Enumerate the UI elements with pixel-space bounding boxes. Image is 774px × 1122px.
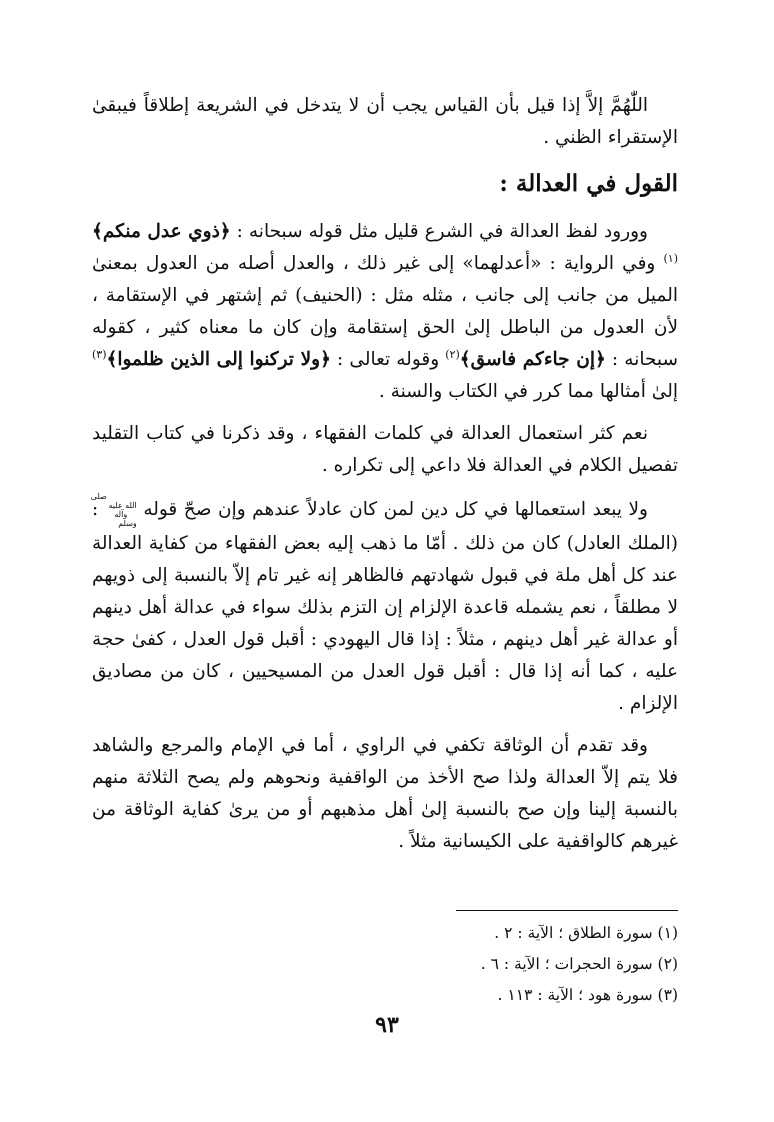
footnote-ref-2: (٢) <box>445 347 460 361</box>
quran-quote-2: ﴿إن جاءكم فاسق﴾ <box>459 349 606 370</box>
p4-text-1: ولا يبعد استعمالها في كل دين لمن كان عادلاً عندهم وإن صحّ قوله <box>136 499 648 520</box>
paragraph-1: اللّٰهُمَّ إلاَّ إذا قيل بأن القياس يجب أن لا يتدخل في الشريعة إطلاقاً فيبقىٰ الإستقراء الظني . <box>92 95 678 148</box>
footnote-2: (٢) سورة الحجرات ؛ الآية : ٦ . <box>480 955 678 973</box>
p2-text-4: إلىٰ أمثالها مما كرر في الكتاب والسنة . <box>378 381 678 402</box>
paragraph-4 <box>92 492 678 720</box>
p4-text-2: : (الملك العادل) كان من ذلك . أمّا ما ذهب إليه بعض الفقهاء من كفاية العدالة عند كل أهل ملة في قبول شهادتهم فالظاهر إنه غير تام إلاّ بالنسبة إلى ذويهم لا مطلقاً ، نعم يشمله قاعدة الإلزام إن التزم بذلك سواء في عدالة أهل دينهم أو عدالة غير أهل دينهم ، مثلاً : إذا قال اليهودي : أقبل قول العدل ، كفىٰ حجة عليه ، كما أنه إذا قال : أقبل قول العدل من المسيحيين ، كان من مصاديق الإلزام . <box>92 499 678 714</box>
paragraph-3: نعم كثر استعمال العدالة في كلمات الفقهاء ، وقد ذكرنا في كتاب التقليد تفصيل الكلام في العدالة فلا داعي إلى تكراره . <box>92 423 678 476</box>
footnote-1: (١) سورة الطلاق ؛ الآية : ٢ . <box>494 924 678 942</box>
salawat-top: صلى الله عليه <box>90 492 137 510</box>
body-text <box>92 90 678 868</box>
footnote-ref-3: (٣) <box>92 347 107 361</box>
paragraph-2 <box>92 216 678 408</box>
paragraph-5: وقد تقدم أن الوثاقة تكفي في الراوي ، أما في الإمام والمرجع والشاهد فلا يتم إلاّ العدالة ولذا صح الأخذ من الواقفية ونحوهم ولم يصح الثلاثة منهم بالنسبة إلينا وإن صح بالنسبة إلىٰ أهل مذهبهم أو من يرىٰ كفاية الوثاقة من غيرهم كالواقفية على الكيسانية مثلاً . <box>92 735 678 852</box>
p2-text-3: وقوله تعالى : <box>330 349 446 370</box>
footnote-3: (٣) سورة هود ؛ الآية : ١١٣ . <box>497 986 678 1004</box>
footnote-divider <box>456 910 678 911</box>
section-heading: القول في العدالة : <box>499 170 678 197</box>
page-number: ٩٣ <box>375 1012 399 1038</box>
footnote-ref-1: (١) <box>663 251 678 265</box>
salawat-glyph <box>90 492 137 528</box>
quran-quote-1: ﴿ذوي عدل منكم﴾ <box>92 221 231 242</box>
p2-text-2: وفي الرواية : «أعدلهما» إلى غير ذلك ، والعدل أصله من العدول بمعنىٰ الميل من جانب إلى جانب ، مثله مثل : (الحنيف) ثم إشتهر في الإستقامة ، لأن العدول من الباطل إلىٰ الحق إستقامة وإن كان ما معناه كثير ، كقوله سبحانه : <box>92 253 678 370</box>
p2-text-1: وورود لفظ العدالة في الشرع قليل مثل قوله سبحانه : <box>230 221 648 242</box>
footnotes <box>278 918 678 1011</box>
salawat-bottom: وآله وسلم <box>114 510 137 528</box>
quran-quote-3: ﴿ولا تركنوا إلى الذين ظلموا﴾ <box>106 349 331 370</box>
